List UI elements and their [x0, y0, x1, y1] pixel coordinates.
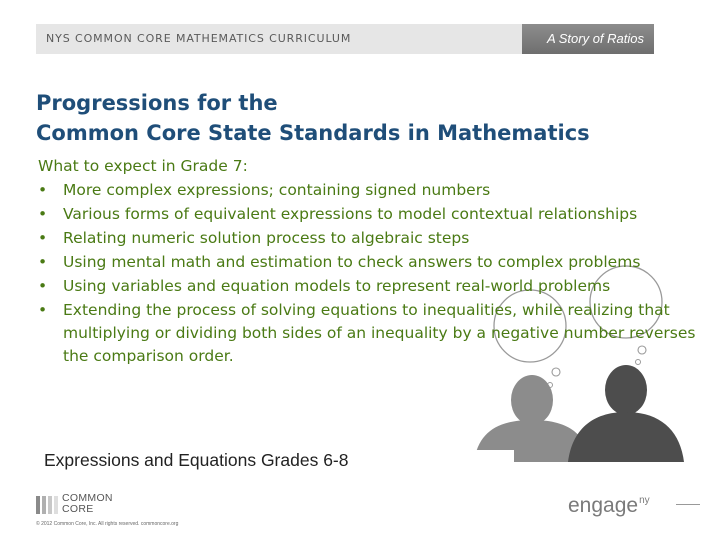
bullet-marker: •: [38, 181, 48, 199]
module-name-label: A Story of Ratios: [522, 24, 654, 54]
slide-title: [36, 88, 590, 148]
bullet-item: [38, 299, 698, 368]
bullet-text: Extending the process of solving equations to inequalities, while realizing that multiplying or dividing both sides of an inequality by a negative number reverses the comparison order.: [63, 301, 696, 365]
header-bar: [36, 24, 654, 54]
progression-caption: Expressions and Equations Grades 6-8: [38, 450, 514, 470]
person-right: [568, 365, 684, 462]
bullet-marker: •: [38, 301, 48, 319]
logo-bars-icon: [36, 496, 58, 514]
bullet-item: [38, 275, 698, 298]
bullet-marker: •: [38, 205, 48, 223]
bullet-text: More complex expressions; containing signed numbers: [63, 181, 491, 199]
intro-text: What to expect in Grade 7:: [38, 157, 248, 175]
logo-line-1: COMMON: [62, 492, 113, 504]
common-core-logo: [36, 493, 136, 515]
bullet-marker: •: [38, 253, 48, 271]
bullet-item: [38, 179, 698, 202]
engage-sup: ny: [639, 495, 650, 506]
bullet-marker: •: [38, 229, 48, 247]
logo-line-2: CORE: [62, 503, 94, 515]
copyright-text: © 2012 Common Core, Inc. All rights reserved. commoncore.org: [36, 521, 179, 527]
bullet-item: [38, 251, 698, 274]
bullet-item: [38, 227, 698, 250]
curriculum-label: NYS COMMON CORE MATHEMATICS CURRICULUM: [46, 32, 352, 45]
bullet-marker: •: [38, 277, 48, 295]
engage-text: engage: [568, 494, 639, 517]
bullet-text: Various forms of equivalent expressions to model contextual relationships: [63, 205, 638, 223]
bullet-text: Relating numeric solution process to algebraic steps: [63, 229, 470, 247]
title-line-2: Common Core State Standards in Mathematics: [36, 121, 590, 145]
bullet-list: [38, 179, 698, 368]
footer-divider: [676, 504, 700, 505]
bullet-text: Using mental math and estimation to check answers to complex problems: [63, 253, 641, 271]
engageny-logo: [568, 494, 650, 518]
slide-content: [38, 155, 698, 369]
title-line-1: Progressions for the: [36, 91, 278, 115]
bullet-text: Using variables and equation models to represent real-world problems: [63, 277, 611, 295]
bullet-item: [38, 203, 698, 226]
